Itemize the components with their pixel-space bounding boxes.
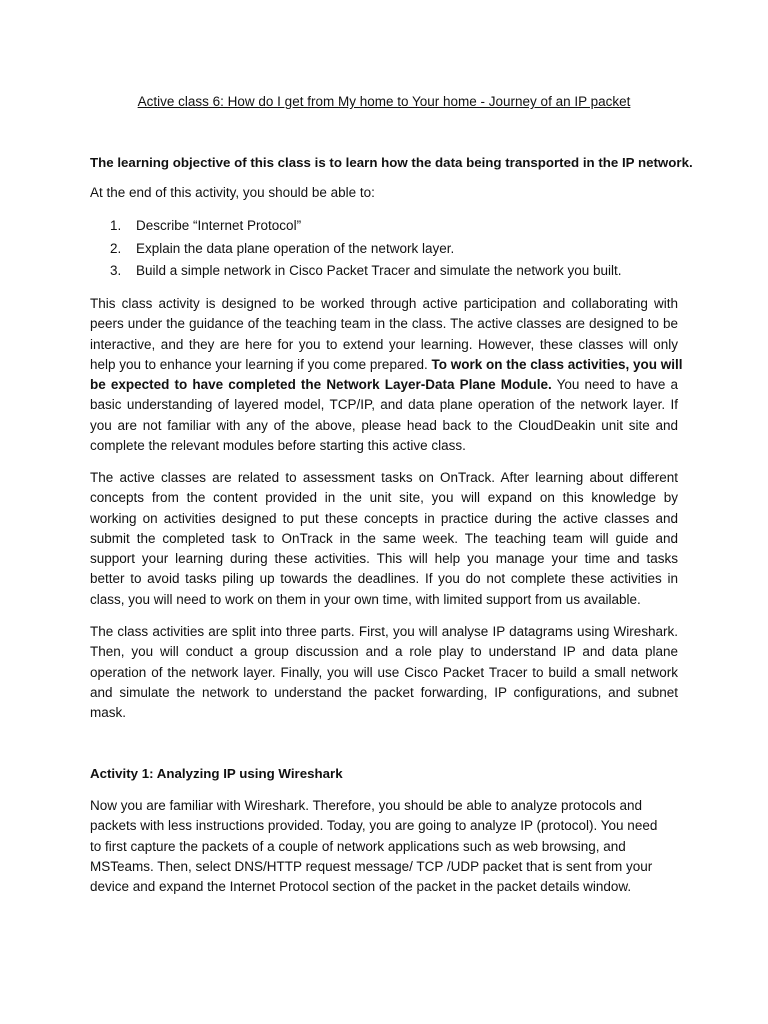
text-line: and simulate the network to understand the packet forwarding, IP configurations, and subnet	[90, 684, 678, 700]
text-line	[90, 375, 678, 395]
text-line: support your learning during these activities. This will help you manage your time and tasks	[90, 551, 678, 567]
list-item	[90, 261, 621, 284]
text-line: working on activities designed to put these concepts in practice during the active classes and	[90, 510, 678, 526]
text-line: basic understanding of layered model, TCP/IP, and data plane operation of the network layer. If	[90, 397, 678, 413]
learning-objective: The learning objective of this class is to learn how the data being transported in the IP network.	[90, 155, 693, 170]
paragraph-activities-overview	[90, 622, 678, 723]
text-line: class, you will need to work on them in your own time, with limited support from us available.	[90, 591, 641, 607]
text-line: peers under the guidance of the teaching team in the class. The active classes are designed to be	[90, 316, 678, 332]
text-line: interactive, and they are here for you to extend your learning. However, these classes will only	[90, 336, 678, 352]
paragraph-assessment	[90, 468, 678, 610]
paragraph-activity1	[90, 796, 678, 897]
text-line: operation of the network layer. Finally, you will use Cisco Packet Tracer to build a small network	[90, 664, 678, 680]
objectives-list	[90, 216, 621, 284]
list-item	[90, 216, 621, 239]
text-segment: You need to have a	[551, 377, 678, 393]
text-line: The class activities are split into three parts. First, you will analyse IP datagrams using Wireshark.	[90, 624, 678, 639]
list-text: Build a simple network in Cisco Packet Tracer and simulate the network you built.	[136, 263, 622, 278]
text-line: complete the relevant modules before starting this active class.	[90, 438, 466, 454]
text-line: you are not familiar with any of the above, please head back to the CloudDeakin unit site and	[90, 417, 678, 433]
list-number: 1.	[110, 218, 122, 233]
text-segment: help you to enhance your learning if you come prepared.	[90, 356, 432, 372]
text-line: better to avoid tasks piling up towards the deadlines. If you do not complete these activities in	[90, 571, 678, 587]
text-line: concepts from the content provided in the unit site, you will expand on this knowledge by	[90, 490, 678, 506]
text-line: The active classes are related to assessment tasks on OnTrack. After learning about different	[90, 470, 678, 485]
list-number: 3.	[110, 263, 122, 278]
text-line: to first capture the packets of a couple of network applications such as web browsing, and	[90, 838, 626, 854]
text-line: packets with less instructions provided. Today, you are going to analyze IP (protocol). You need	[90, 818, 658, 834]
intro-text: At the end of this activity, you should be able to:	[90, 185, 375, 200]
bold-text: be expected to have completed the Network Layer-Data Plane Module.	[90, 377, 552, 393]
list-text: Explain the data plane operation of the network layer.	[136, 240, 455, 256]
text-line: mask.	[90, 705, 127, 721]
list-text: Describe “Internet Protocol”	[136, 218, 302, 233]
text-line: device and expand the Internet Protocol section of the packet in the packet details window.	[90, 879, 632, 895]
text-line: MSTeams. Then, select DNS/HTTP request message/ TCP /UDP packet that is sent from your	[90, 858, 653, 874]
text-line: This class activity is designed to be worked through active participation and collaborating with	[90, 296, 678, 311]
text-line: Then, you will conduct a group discussion and a role play to understand IP and data plane	[90, 644, 678, 660]
text-line: submit the completed task to OnTrack in the same week. The teaching team will guide and	[90, 530, 678, 546]
list-number: 2.	[110, 240, 122, 256]
list-item	[90, 239, 621, 262]
activity1-heading: Activity 1: Analyzing IP using Wireshark	[90, 766, 343, 781]
text-line: Now you are familiar with Wireshark. Therefore, you should be able to analyze protocols and	[90, 798, 643, 813]
document-title: Active class 6: How do I get from My home to Your home - Journey of an IP packet	[137, 94, 631, 109]
paragraph-class-activity	[90, 294, 683, 456]
text-line	[90, 355, 683, 375]
bold-text: To work on the class activities, you will	[431, 356, 683, 372]
